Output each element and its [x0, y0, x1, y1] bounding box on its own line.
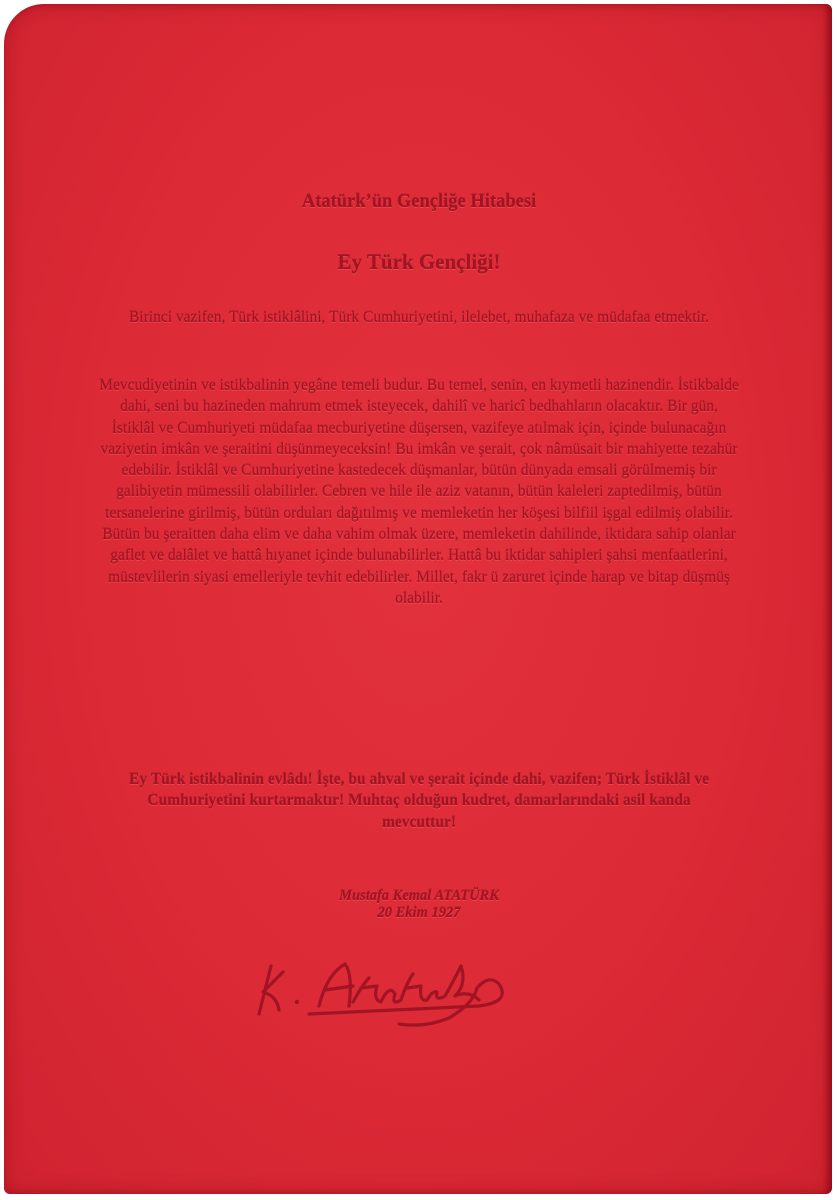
page-title: Atatürk’ün Gençliğe Hitabesi: [301, 192, 537, 212]
paragraph-first-duty: Birinci vazifen, Türk istiklâlini, Türk Cumhuriyetini, ilelebet, muhafaza ve müdafaa etmektir.: [128, 309, 710, 326]
cover-edge-shade: [822, 4, 832, 1194]
paragraph-main: Mevcudiyetinin ve istikbalinin yegâne temeli budur. Bu temel, senin, en kıymetli hazinendir. İstikbalde dahi, seni bu hazineden mahrum etmek isteyecek, dahilî ve haricî bedhahların olacaktır. Bir gün, İstiklâl ve Cumhuriyeti müdafaa mecburiyetine düşersen, vazifeye atılmak için, içinde bulunacağın vaziyetin imkân ve şeraitini düşünmeyeceksin! Bu imkân ve şerait, çok nâmüsait bir mahiyette tezahür edebilir. İstiklâl ve Cumhuriyetine kastedecek düşmanlar, bütün dünyada emsali görülmemiş bir galibiyetin mümessili olabilirler. Cebren ve hile ile aziz vatanın, bütün kaleleri zaptedilmiş, bütün tersanelerine girilmiş, bütün orduları dağıtılmış ve memleketin her köşesi bilfiil işgal edilmiş olabilir. Bütün bu şeraitten daha elim ve daha vahim olmak üzere, memleketin dahilinde, iktidara sahip olanlar gaflet ve dalâlet ve hattâ hıyanet içinde bulunabilirler. Hattâ bu iktidar sahipleri şahsi menfaatlerini, müstevlilerin siyasi emelleriyle tevhit edebilirler. Millet, fakr ü zaruret içinde harap ve bitap düşmüş olabilir.: [99, 377, 739, 607]
signature-image: [249, 944, 519, 1029]
paragraph-closing: Ey Türk istikbalinin evlâdı! İşte, bu ahval ve şerait içinde dahi, vazifen; Türk İstiklâl ve Cumhuriyetini kurtarmaktır! Muhtaç olduğun kudret, damarlarındaki asil kanda mevcuttur!: [129, 771, 709, 831]
signoff: [94, 888, 744, 922]
notebook-cover: [4, 4, 832, 1194]
signoff-date: 20 Ekim 1927: [377, 905, 461, 921]
greeting-heading: Ey Türk Gençliği!: [337, 250, 501, 274]
signoff-name: Mustafa Kemal ATATÜRK: [339, 888, 499, 904]
